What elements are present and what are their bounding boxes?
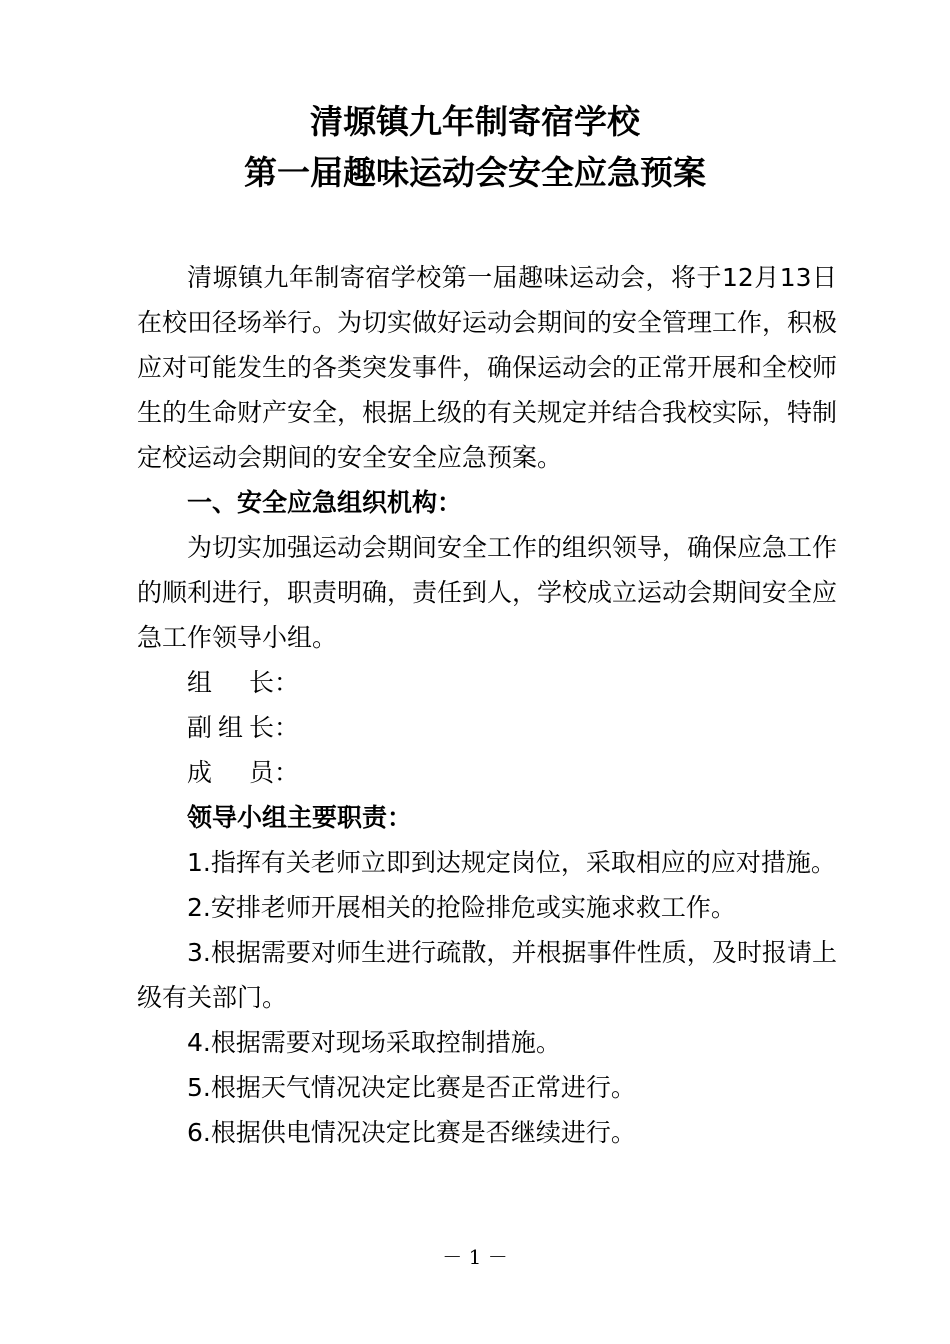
duties-heading: 领导小组主要职责： — [187, 803, 413, 832]
document-title-line-1: 清塬镇九年制寄宿学校 — [310, 102, 640, 141]
duty-item-1: 1.指挥有关老师立即到达规定岗位，采取相应的应对措施。 — [187, 848, 836, 877]
members-line — [137, 750, 837, 795]
leader-colon: ： — [274, 668, 300, 697]
section-1-paragraph: 为切实加强运动会期间安全工作的组织领导，确保应急工作的顺利进行，职责明确，责任到人，学校成立运动会期间安全应急工作领导小组。 — [137, 533, 838, 652]
document-title-line-2: 第一届趣味运动会安全应急预案 — [244, 153, 706, 192]
page-number: － 1 － — [442, 1245, 508, 1269]
leader-label: 组长 — [187, 668, 274, 697]
intro-paragraph: 清塬镇九年制寄宿学校第一届趣味运动会，将于12月13日在校田径场举行。为切实做好运动会期间的安全管理工作，积极应对可能发生的各类突发事件，确保运动会的正常开展和全校师生的生命财产安全，根据上级的有关规定并结合我校实际，特制定校运动会期间的安全安全应急预案。 — [137, 263, 838, 472]
section-1-heading: 一、安全应急组织机构： — [187, 488, 463, 517]
duty-item-6: 6.根据供电情况决定比赛是否继续进行。 — [187, 1118, 636, 1147]
members-colon: ： — [274, 758, 300, 787]
duty-item-3: 3.根据需要对师生进行疏散，并根据事件性质，及时报请上级有关部门。 — [137, 938, 837, 1012]
members-label: 成员 — [187, 758, 274, 787]
duty-item-2: 2.安排老师开展相关的抢险排危或实施求救工作。 — [187, 893, 736, 922]
deputy-leader-colon: ： — [274, 713, 300, 742]
document-body — [137, 255, 837, 1155]
leader-line — [137, 660, 837, 705]
deputy-leader-line — [137, 705, 837, 750]
duty-item-5: 5.根据天气情况决定比赛是否正常进行。 — [187, 1073, 636, 1102]
duty-item-4: 4.根据需要对现场采取控制措施。 — [187, 1028, 561, 1057]
deputy-leader-label: 副组长 — [187, 713, 274, 742]
